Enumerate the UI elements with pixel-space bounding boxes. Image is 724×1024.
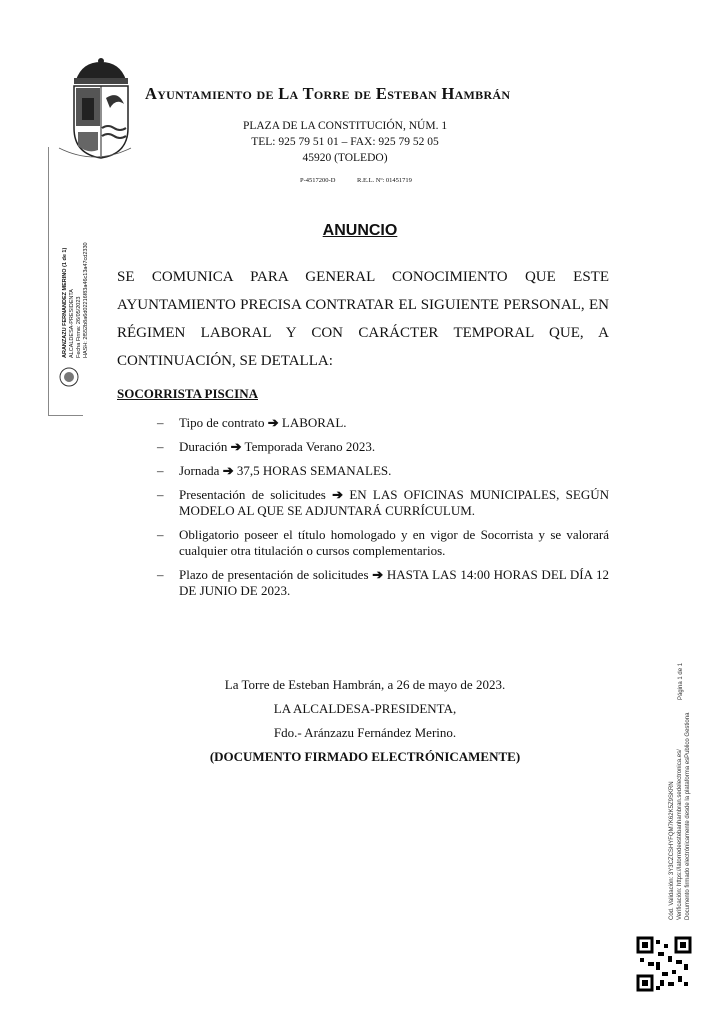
signer-name: ARANZAZU FERNANDEZ MERINO (1 de 1) (62, 247, 68, 358)
signature-hash: HASH: 2f552b8a6d02216f83a46c13a47cd2330 (83, 242, 89, 358)
requirements-list (157, 415, 609, 607)
electronic-signature-note: (DOCUMENTO FIRMADO ELECTRÓNICAMENTE) (209, 749, 521, 764)
signature-date: Fecha Firma: 26/05/2023 (76, 296, 82, 358)
signoff-block (150, 673, 580, 769)
signer-title: LA ALCALDESA-PRESIDENTA, (273, 701, 457, 716)
dash-bullet: – (157, 463, 164, 478)
phone-line: TEL: 925 79 51 01 – FAX: 925 79 52 05 (251, 136, 439, 148)
list-item: – Obligatorio poseer el título homologado y en vigor de Socorrista y se valorará cualquier otra titulación o cursos complementarios. (157, 527, 609, 558)
signature-details (62, 242, 90, 358)
arrow-icon: ➔ (372, 567, 384, 582)
intro-paragraph: SE COMUNICA PARA GENERAL CONOCIMIENTO QUE ESTE AYUNTAMIENTO PRECISA CONTRATAR EL SIGUIENTE PERSONAL, EN RÉGIMEN LABORAL Y CON CARÁCTER TEMPORAL QUE, A CONTINUACIÓN, SE DETALLA: (117, 269, 609, 369)
dash-bullet: – (157, 415, 164, 430)
verification-url[interactable]: Verificación: https://latorredeestebanhambran.sedelectronica.es/ (677, 749, 683, 920)
rel-number: R.E.L. Nº: 01451719 (357, 177, 412, 184)
arrow-icon: ➔ (267, 415, 279, 430)
arrow-icon: ➔ (230, 439, 242, 454)
verification-strip (668, 713, 692, 920)
dash-bullet: – (157, 527, 164, 542)
postal-line: 45920 (TOLEDO) (302, 152, 388, 164)
page-number: Página 1 de 1 (678, 662, 684, 700)
registry-ids (300, 177, 432, 184)
list-item: – Jornada ➔ 37,5 HORAS SEMANALES. (157, 463, 392, 478)
arrow-icon: ➔ (222, 463, 234, 478)
official-stamp-icon (58, 366, 80, 388)
nif: P-4517200-D (300, 177, 336, 184)
municipality-title: Ayuntamiento de La Torre de Esteban Hambrán (145, 84, 511, 103)
list-item: – Plazo de presentación de solicitudes ➔ HASTA LAS 14:00 HORAS DEL DÍA 12 DE JUNIO DE 2023. (157, 567, 609, 598)
dash-bullet: – (157, 439, 164, 454)
address-block (220, 118, 470, 166)
dash-bullet: – (157, 487, 164, 502)
list-item: – Presentación de solicitudes ➔ EN LAS OFICINAS MUNICIPALES, SEGÚN MODELO AL QUE SE ADJUNTARÁ CURRÍCULUM. (157, 487, 610, 518)
signer-role: ALCALDESA-PRESIDENTA (69, 289, 75, 358)
document-heading: ANUNCIO (322, 222, 398, 239)
validation-code: Cód. Validación: 3Y3CZCSHYFQM7K62K5Z9SKRN (669, 781, 675, 920)
signer-signature: Fdo.- Aránzazu Fernández Merino. (273, 725, 457, 740)
qr-code-icon[interactable] (636, 936, 692, 992)
list-item: – Duración ➔ Temporada Verano 2023. (157, 439, 376, 454)
place-date: La Torre de Esteban Hambrán, a 26 de mayo de 2023. (224, 677, 506, 692)
address-line: PLAZA DE LA CONSTITUCIÓN, NÚM. 1 (242, 120, 448, 132)
position-title: SOCORRISTA PISCINA (117, 386, 258, 401)
arrow-icon: ➔ (332, 487, 344, 502)
platform-note: Documento firmado electrónicamente desde la plataforma esPublico Gestiona (685, 712, 691, 920)
list-item: – Tipo de contrato ➔ LABORAL. (157, 415, 347, 430)
dash-bullet: – (157, 567, 164, 582)
